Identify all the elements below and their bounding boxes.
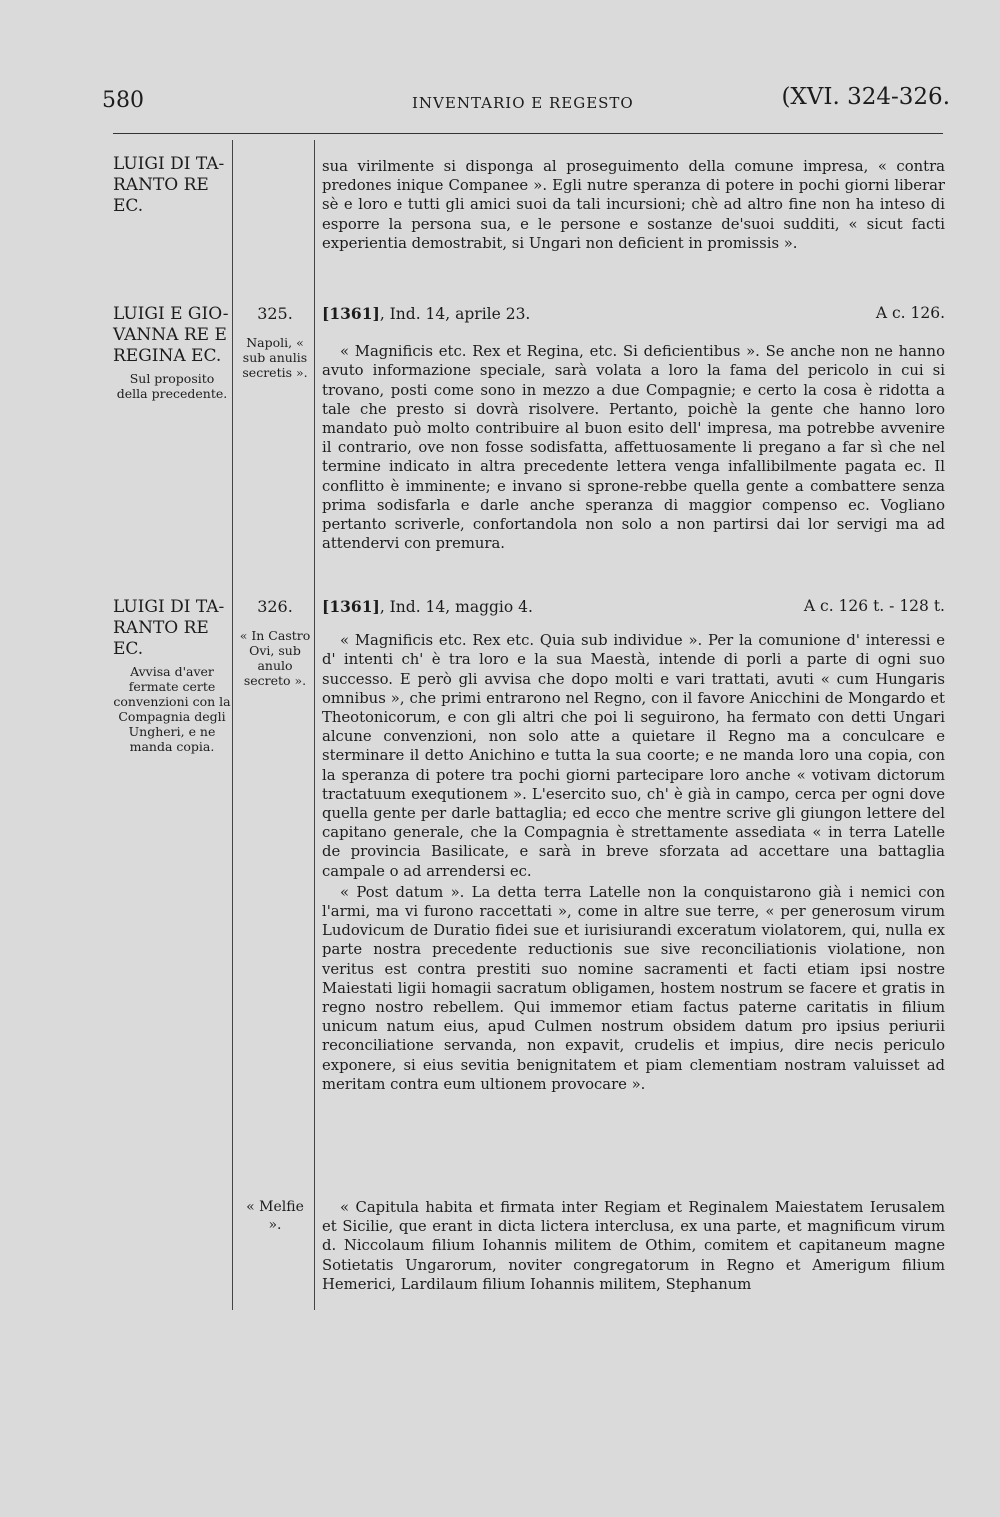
entry-325-summary-note: Sul proposito della precedente.: [116, 371, 228, 401]
entry-326-place: « In Castro Ovi, sub anulo secreto ».: [239, 628, 311, 688]
entry-325-number: 325.: [257, 304, 293, 323]
section-reference: (XVI. 324-326.: [781, 84, 950, 110]
entry-326-number: 326.: [257, 597, 293, 616]
entry-324-paragraph: sua virilmente si disponga al proseguimento della comune impresa, « contra predones inique Companee ». Egli nutre speranza di potere in pochi giorni liberar sè e loro e tutti gli amici suoi da tali incursioni; chè ad altro fine non ha inteso di esporre la persona sua, e le persone e sostanze de'suoi sudditi, « sicut facti experientia demostrabit, si Ungari non deficient in promissis ».: [322, 158, 945, 252]
entry-325-meta: [238, 304, 312, 380]
entry-325-date-line: [322, 304, 945, 324]
entry-326-date: [322, 597, 533, 617]
entry-324-sender-title: LUIGI DI TA-RANTO RE EC.: [113, 154, 225, 216]
entry-324-sender: [113, 154, 231, 217]
column-divider-left: [232, 140, 233, 1310]
entry-326-date-rest: , Ind. 14, maggio 4.: [379, 598, 533, 616]
header-rule: [113, 133, 943, 134]
entry-326-text-block: [322, 597, 945, 1094]
entry-326-folio: A c. 126 t. - 128 t.: [803, 597, 945, 615]
entry-326-paragraph-1: « Magnificis etc. Rex etc. Quia sub individue ». Per la comunione d' interessi e d' intenti ch' è tra loro e la sua Maestà, intende di porli a parte di ogni suo successo. E però gli avvisa che dopo molti e vari trattati, avuti « cum Hungaris omnibus », che primi entrarono nel Regno, con il favore Anicchini de Mongardo et Theotonicorum, e con gli altri che poi li seguirono, ha fermato con detti Ungari alcune convenzioni, non solo atte a quietare il Regno ma a conculcare e sterminare il detto Anichino e tutta la sua coorte; e ne manda loro una copia, con la speranza di potere tra pochi giorni partecipare loro anche « votivam dictorum tractatuum exequtionem ». L'esercito suo, ch' è già in campo, cerca per ogni dove quella gente per darle battaglia; ed ecco che mentre scrive gli giungon lettere del capitano generale, che la Compagnia è strettamente assediata « in terra Latelle de provincia Basilicate, e sarà in breve sforzata ad accettare una battaglia campale o ad arrendersi ec.: [322, 632, 945, 880]
entry-326-paragraph-2: « Post datum ». La detta terra Latelle non la conquistarono già i nemici con l'armi, ma vi furono raccettati », come in altre sue terre, « per generosum virum Ludovicum de Duratio fidei sue et iurisiurandi exceratum violatorem, qui, nulla ex parte nostra precedente reductionis sue sive reconciliationis violatione, non veritus est contra prestiti suo nomine sacramenti et facti etiam ipsi nostre Maiestati ligii homagii sacratum obligamen, hostem nostrum se facere et gratis in regno nostro rebellem. Qui immemor etiam factus paterne caritatis in filium unicum natum eius, apud Culmen nostrum obsidem datum pro ipsius periurii reconciliatione servanda, non expavit, crudelis et impius, dire necis periculo exponere, si eius sevitia benignitatem et piam clementiam nostram valuisset ad meritam contra eum ultionem provocare ».: [322, 883, 945, 1093]
entry-326-year: [1361]: [322, 597, 380, 616]
entry-325-year: [1361]: [322, 304, 380, 323]
column-divider-right: [314, 140, 315, 1310]
entry-326-sender-title: LUIGI DI TA-RANTO RE EC.: [113, 597, 225, 659]
entry-325-text-block: [322, 304, 945, 553]
entry-325-sender: [113, 304, 231, 401]
entry-325-folio: A c. 126.: [875, 304, 945, 322]
page-number: 580: [102, 88, 144, 113]
page-header: [102, 84, 950, 124]
running-title: INVENTARIO E REGESTO: [412, 94, 634, 112]
entry-325-paragraph: « Magnificis etc. Rex et Regina, etc. Si deficientibus ». Se anche non ne hanno avuto informazione speciale, sarà volata a loro la fama del pericolo in cui si trovano, posti come sono in mezzo a due Compagnie; e certo la cosa è ridotta a tale che presto si dovrà risolvere. Pertanto, poichè la gente che hanno loro mandato può molto contribuire al buon esito dell' impresa, ma potrebbe avvenire il contrario, ove non fosse sodisfatta, affettuosamente li pregano a far sì che nel termine indicato in altra precedente lettera venga infallibilmente pagata ec. Il conflitto è imminente; e invano si sprone-rebbe quella gente a combattere senza prima sodisfarla e darle anche speranza di maggior compenso ec. Vogliano pertanto scriverle, confortandola non solo a non partirsi dai lor servigi ma ad attendervi con premura.: [322, 343, 945, 553]
entry-325-sender-title: LUIGI E GIO-VANNA RE E REGINA EC.: [113, 304, 229, 366]
entry-325-date: [322, 304, 530, 324]
entry-325-date-rest: , Ind. 14, aprile 23.: [379, 305, 531, 323]
entry-326-summary-note: Avvisa d'aver fermate certe convenzioni con la Compagnia degli Ungheri, e ne manda copia.: [113, 664, 231, 754]
entry-326-date-line: [322, 597, 945, 617]
entry-325-place: Napoli, « sub anulis secretis ».: [242, 335, 308, 380]
capitula-text-block: [322, 1198, 945, 1294]
capitula-place: « Melfie ».: [246, 1199, 304, 1233]
capitula-paragraph: « Capitula habita et firmata inter Regiam et Reginalem Maiestatem Ierusalem et Sicilie, que erant in dicta lictera interclusa, ex una parte, et magnificum virum d. Niccolaum filium Iohannis militem de Othim, comitem et capitaneum magne Sotietatis Ungarorum, noviter congregatorum in Regno et Amerigum filium Hemerici, Lardilaum filium Iohannis militem, Stephanum: [322, 1199, 945, 1293]
entry-326-sender: [113, 597, 231, 754]
entry-326-meta: [238, 597, 312, 688]
entry-324-text-block: [322, 157, 945, 253]
capitula-meta: [238, 1198, 312, 1234]
